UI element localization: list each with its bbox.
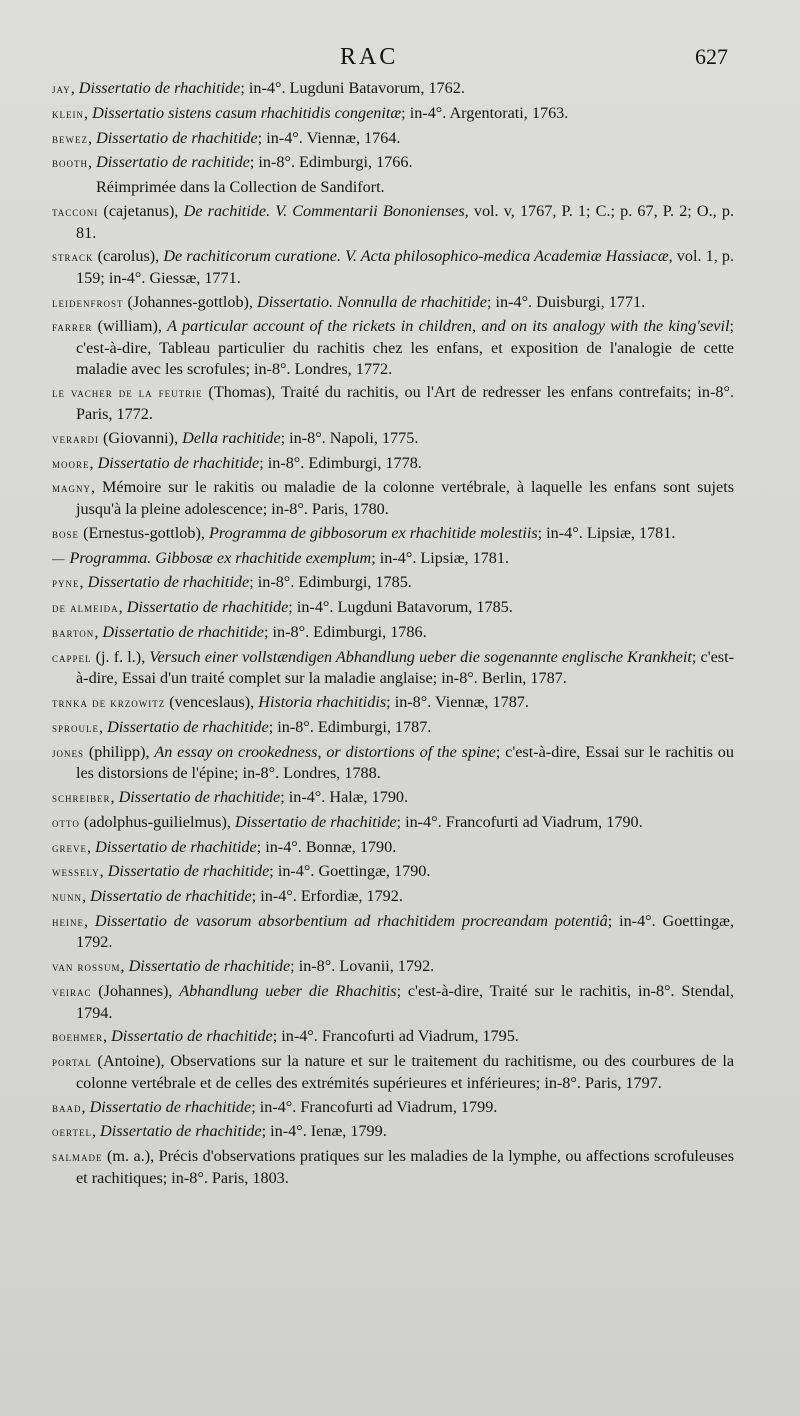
author-details: ,: [79, 573, 88, 592]
work-title: Dissertatio de rhachitide: [89, 1097, 252, 1116]
publication-info: ; in-4°. Goettingæ, 1792.: [76, 911, 734, 952]
work-title: Dissertatio de vasorum absorbentium ad rhachitidem procreandam potentiâ: [94, 911, 608, 930]
work-title: De rachitide. V. Commentarii Bononienses,: [183, 201, 469, 220]
work-title: Dissertatio sistens casum rhachitidis congenitæ: [92, 103, 402, 122]
author-details: ,: [99, 862, 108, 881]
bibliography-entry: [52, 453, 734, 475]
author-details: (j. f. l.),: [91, 647, 150, 666]
author-details: ,: [89, 453, 98, 472]
author-name: leidenfrost: [52, 295, 124, 310]
page-number: 627: [695, 44, 728, 69]
author-name: sproule: [52, 720, 100, 735]
publication-info: ; c'est-à-dire, Essai d'un traité complet sur la maladie anglaise; in-8°. Berlin, 1787.: [76, 647, 734, 688]
bibliography-entry: [52, 1051, 734, 1093]
author-name: baad: [52, 1100, 82, 1115]
work-title: Dissertatio de rhachitide: [100, 1122, 262, 1141]
bibliography-entry: [52, 956, 734, 978]
publication-info: , vol. 1, p. 159; in-4°. Giessæ, 1771.: [76, 247, 735, 287]
author-details: (Johannes),: [91, 982, 180, 1000]
bibliography-entry: [52, 981, 734, 1023]
note-text: Réimprimée dans la Collection de Sandifort.: [96, 178, 385, 197]
author-details: (cajetanus),: [98, 201, 184, 220]
work-title: De rachiticorum curatione. V. Acta philosophico-medica Academiæ Hassiacæ: [163, 247, 669, 266]
publication-info: ; in-4°. Bonnæ, 1790.: [256, 837, 397, 856]
work-title: Dissertatio de rhachitide: [90, 887, 252, 906]
bibliography-list: [52, 78, 734, 1191]
author-details: ,: [70, 79, 79, 97]
bibliography-entry: [52, 128, 734, 150]
publication-info: ; in-4°. Lipsiæ, 1781.: [537, 523, 676, 542]
author-details: (Ernestus-gottlob),: [79, 523, 209, 542]
author-details: ,: [91, 478, 102, 497]
work-title: Dissertatio de rhachitide: [78, 79, 241, 97]
author-name: de almeida: [52, 601, 119, 616]
author-details: ,: [118, 598, 127, 617]
author-name: portal: [52, 1055, 92, 1070]
author-details: (Antoine),: [91, 1052, 171, 1071]
author-details: (Johannes-gottlob),: [123, 292, 258, 311]
author-details: ,: [94, 622, 103, 641]
publication-info: ; in-8°. Edimburgi, 1766.: [249, 153, 413, 172]
publication-info: ; in-4°. Ienæ, 1799.: [261, 1122, 387, 1141]
author-details: (philipp),: [84, 742, 155, 761]
author-name: tacconi: [52, 204, 99, 219]
publication-info: ; in-4°. Goettingæ, 1790.: [269, 862, 431, 881]
author-details: ,: [88, 128, 97, 147]
author-details: (m. a.),: [102, 1147, 159, 1166]
author-details: (adolphus-guilielmus),: [79, 812, 235, 831]
author-details: (Thomas),: [202, 383, 281, 402]
work-title: Dissertatio de rhachitide: [87, 573, 250, 592]
author-name: le vacher de la feutrie: [52, 386, 203, 401]
publication-info: ; in-4°. Duisburgi, 1771.: [486, 292, 646, 311]
author-details: (Giovanni),: [99, 428, 183, 447]
publication-info: ; in-4°. Argentorati, 1763.: [401, 103, 569, 122]
author-name: nunn: [52, 890, 82, 905]
bibliography-entry: [52, 647, 734, 689]
work-title: Della rachitide: [182, 428, 281, 447]
publication-info: ; c'est-à-dire, Essai sur le rachitis ou les distorsions de l'épine; in-8°. Londres, 1788.: [76, 742, 734, 783]
publication-info: ; in-4°. Halæ, 1790.: [280, 787, 409, 806]
publication-info: ; in-8°. Edimburgi, 1785.: [249, 573, 412, 592]
author-name: trnka de krzowitz: [52, 696, 166, 710]
author-name: heine: [52, 914, 84, 929]
bibliography-entry: [52, 837, 734, 859]
author-name: booth: [52, 156, 88, 171]
work-title: Versuch einer vollstændigen Abhandlung ueber die sogenannte englische Krankheit: [149, 647, 692, 666]
publication-info: ; in-8°. Lovanii, 1792.: [290, 957, 435, 976]
work-title: Programma. Gibbosæ ex rhachitide exemplum: [69, 548, 372, 567]
author-name: wessely: [52, 865, 100, 880]
author-name: otto: [52, 815, 80, 830]
publication-info: Observations sur la nature et sur le traitement du rachitisme, ou des courbures de la colonne vertébrale et de celles des extrémités supérieures et inférieures; in-8°. Paris, 1797.: [76, 1052, 734, 1092]
bibliography-entry: [52, 152, 734, 174]
author-name: moore: [52, 456, 90, 471]
author-name: schreiber: [52, 790, 111, 805]
bibliography-entry: [52, 886, 734, 908]
publication-info: ; in-4°. Francofurti ad Viadrum, 1795.: [272, 1027, 519, 1046]
author-name: oertel: [52, 1125, 92, 1140]
bibliography-entry: [52, 622, 734, 644]
author-name: cappel: [52, 650, 92, 665]
author-name: pyne: [52, 576, 80, 591]
bibliography-entry: [52, 103, 734, 125]
bibliography-entry: [52, 1097, 734, 1119]
bibliography-entry: [52, 316, 734, 379]
author-name: farrer: [52, 320, 93, 335]
author-details: ,: [81, 1097, 90, 1116]
work-title: Dissertatio de rhachitide: [102, 622, 264, 641]
author-name: bewez: [52, 131, 88, 146]
publication-info: ; in-4°. Lugduni Batavorum, 1762.: [240, 79, 465, 97]
bibliography-entry: [52, 246, 734, 288]
work-title: Dissertatio de rhachitide: [107, 862, 270, 881]
bibliography-entry: [52, 742, 734, 784]
bibliography-entry: [52, 692, 734, 714]
bibliography-entry: [52, 382, 734, 424]
author-name: barton: [52, 625, 95, 640]
publication-info: ; in-8°. Edimburgi, 1778.: [259, 453, 422, 472]
work-title: Dissertatio de rhachitide: [97, 453, 260, 472]
author-details: ,: [84, 911, 95, 930]
work-title: Dissertatio de rhachitide: [118, 787, 281, 806]
bibliography-entry: [52, 477, 734, 519]
publication-info: vol. v, 1767, P. 1; C.; p. 67, P. 2; O., p. 81.: [76, 201, 735, 242]
bibliography-entry: [52, 1121, 734, 1143]
author-details: ,: [87, 837, 96, 856]
author-details: ,: [82, 887, 91, 906]
bibliography-entry: [52, 717, 734, 739]
publication-info: ; in-8°. Edimburgi, 1786.: [263, 622, 427, 641]
work-title: Dissertatio de rhachitide: [128, 957, 291, 976]
author-name: —: [52, 551, 66, 566]
work-title: Dissertatio de rhachitide: [234, 812, 397, 831]
bibliography-entry: [52, 911, 734, 953]
author-details: (venceslaus),: [165, 693, 259, 711]
author-name: van rossum: [52, 960, 121, 975]
publication-info: Mémoire sur le rakitis ou maladie de la colonne vertébrale, à laquelle les enfans sont sujets jusqu'à la pleine adolescence; in-8°. Paris, 1780.: [76, 478, 734, 518]
page-header: [0, 42, 800, 78]
bibliography-entry: [52, 548, 734, 570]
bibliography-entry: [52, 861, 734, 883]
publication-info: ; in-4°. Erfordiæ, 1792.: [251, 887, 403, 906]
author-name: jones: [52, 745, 85, 760]
author-details: ,: [88, 153, 97, 172]
publication-info: ; c'est-à-dire, Tableau particulier du rachitis chez les enfans, et exposition de l'analogie de cette maladie avec les scrofules; in-8°. Londres, 1772.: [76, 317, 734, 378]
author-name: jay: [52, 82, 71, 96]
publication-info: ; in-8°. Napoli, 1775.: [280, 428, 419, 447]
work-title: Dissertatio de rachitide: [96, 153, 250, 172]
bibliography-entry: [52, 597, 734, 619]
publication-info: ; in-4°. Lipsiæ, 1781.: [371, 548, 510, 567]
publication-info: ; in-4°. Lugduni Batavorum, 1785.: [288, 598, 513, 617]
bibliography-entry: [52, 292, 734, 314]
author-name: strack: [52, 250, 94, 265]
bibliography-entry: [52, 1146, 734, 1188]
work-title: Dissertatio. Nonnulla de rhachitide: [257, 292, 487, 311]
work-title: Programma de gibbosorum ex rhachitide molestiis: [208, 523, 538, 542]
work-title: Dissertatio de rhachitide: [96, 128, 258, 147]
publication-info: ; in-8°. Edimburgi, 1787.: [268, 717, 432, 736]
work-title: An essay on crookedness, or distortions of the spine: [154, 742, 496, 761]
publication-info: ; in-4°. Francofurti ad Viadrum, 1790.: [396, 812, 643, 831]
publication-info: Traité du rachitis, ou l'Art de redresser les enfans contrefaits; in-8°. Paris, 1772.: [76, 383, 735, 423]
author-details: ,: [120, 957, 129, 976]
author-name: greve: [52, 840, 87, 855]
author-details: ,: [103, 1027, 112, 1046]
work-title: Dissertatio de rhachitide: [107, 717, 269, 736]
author-name: veirac: [52, 985, 92, 999]
author-details: ,: [91, 1122, 101, 1141]
author-details: ,: [99, 717, 108, 736]
entry-note: [52, 177, 734, 198]
publication-info: ; in-4°. Francofurti ad Viadrum, 1799.: [251, 1097, 498, 1116]
author-name: verardi: [52, 431, 99, 446]
author-name: klein: [52, 106, 84, 121]
running-title: RAC: [340, 44, 399, 70]
work-title: A particular account of the rickets in children, and on its analogy with the king'sevil: [167, 317, 730, 336]
author-details: (william),: [92, 317, 168, 336]
publication-info: ; in-4°. Viennæ, 1764.: [257, 128, 401, 147]
work-title: Historia rhachitidis: [258, 693, 387, 711]
author-name: bose: [52, 526, 80, 541]
bibliography-entry: [52, 787, 734, 809]
bibliography-entry: [52, 572, 734, 594]
work-title: Dissertatio de rhachitide: [111, 1027, 273, 1046]
work-title: Abhandlung ueber die Rhachitis: [179, 982, 397, 1000]
author-details: ,: [84, 103, 93, 122]
work-title: Dissertatio de rhachitide: [126, 598, 289, 617]
publication-info: Précis d'observations pratiques sur les maladies de la lymphe, ou affections scrofuleuses et rachitiques; in-8°. Paris, 1803.: [76, 1147, 734, 1187]
author-name: boehmer: [52, 1030, 104, 1045]
bibliography-entry: [52, 78, 734, 100]
author-name: salmade: [52, 1150, 103, 1165]
author-details: ,: [110, 787, 119, 806]
publication-info: ; c'est-à-dire, Traité sur le rachitis, in-8°. Stendal, 1794.: [76, 982, 735, 1022]
bibliography-entry: [52, 812, 734, 834]
author-name: magny: [52, 481, 92, 496]
bibliography-entry: [52, 201, 734, 243]
work-title: Dissertatio de rhachitide: [95, 837, 257, 856]
bibliography-entry: [52, 523, 734, 545]
bibliography-entry: [52, 1026, 734, 1048]
author-details: (carolus),: [93, 247, 164, 266]
bibliography-entry: [52, 428, 734, 450]
publication-info: ; in-8°. Viennæ, 1787.: [386, 693, 529, 711]
